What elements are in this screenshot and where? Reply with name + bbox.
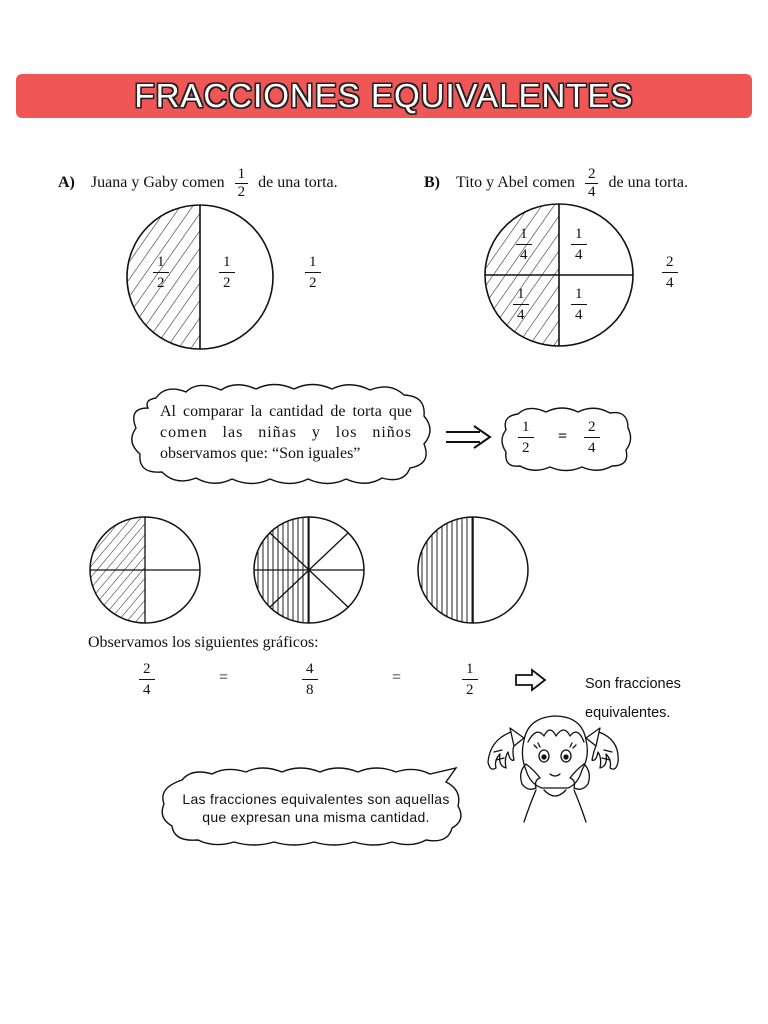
fraction-numerator: 1 bbox=[466, 661, 474, 677]
section-a-text-after: de una torta. bbox=[258, 174, 338, 192]
result-cloud-left-fraction bbox=[518, 418, 534, 457]
fraction-denominator: 4 bbox=[513, 304, 529, 324]
equivalence-fraction-2 bbox=[302, 660, 318, 699]
fraction-numerator: 2 bbox=[587, 166, 596, 182]
section-b-quarter-circle bbox=[483, 202, 635, 348]
fraction-denominator: 4 bbox=[662, 272, 678, 292]
section-a-circle-right-fraction bbox=[219, 253, 235, 292]
fraction-numerator: 1 bbox=[517, 286, 525, 302]
result-cloud-right-fraction bbox=[584, 418, 600, 457]
equivalence-equals-1: = bbox=[219, 669, 229, 686]
fraction-numerator: 4 bbox=[306, 661, 314, 677]
fraction-denominator: 4 bbox=[585, 183, 599, 201]
fraction-numerator: 1 bbox=[522, 419, 530, 435]
section-b-label: B) bbox=[424, 174, 440, 192]
fraction-numerator: 1 bbox=[575, 286, 583, 302]
definition-line-2: que expresan una misma cantidad. bbox=[202, 809, 430, 825]
definition-line-1: Las fracciones equivalentes son aquellas bbox=[182, 791, 450, 807]
fraction-numerator: 2 bbox=[666, 254, 674, 270]
section-b-text-after: de una torta. bbox=[608, 174, 688, 192]
fraction-denominator: 4 bbox=[139, 679, 155, 699]
fraction-denominator: 4 bbox=[516, 244, 532, 264]
comparison-line-3: observamos que: “Son iguales” bbox=[160, 445, 361, 462]
fraction-numerator: 2 bbox=[143, 661, 151, 677]
section-a-label: A) bbox=[58, 174, 75, 192]
implies-arrow-icon bbox=[444, 424, 494, 450]
graphics-caption: Observamos los siguientes gráficos: bbox=[88, 634, 319, 651]
equivalence-equals-2: = bbox=[392, 669, 402, 686]
fraction-denominator: 8 bbox=[302, 679, 318, 699]
section-b-quadrant-fraction-tr bbox=[571, 225, 587, 264]
comparison-text bbox=[160, 401, 412, 464]
equivalence-fraction-3 bbox=[462, 660, 478, 699]
section-b-quadrant-fraction-tl bbox=[516, 225, 532, 264]
comparison-line-1: Al comparar la cantidad de torta que bbox=[160, 403, 412, 420]
section-a-statement bbox=[58, 166, 338, 201]
section-b-quadrant-fraction-bl bbox=[513, 285, 529, 324]
fraction-numerator: 1 bbox=[237, 166, 246, 182]
section-a-text-before: Juana y Gaby comen bbox=[90, 174, 225, 192]
section-a-result-fraction bbox=[305, 253, 321, 292]
girl-illustration bbox=[484, 712, 620, 824]
section-a-fraction bbox=[235, 166, 249, 201]
title-banner bbox=[16, 74, 752, 118]
section-b-result-fraction bbox=[662, 253, 678, 292]
fraction-denominator: 2 bbox=[235, 183, 249, 201]
section-a-circle-left-fraction bbox=[153, 253, 169, 292]
equivalence-fraction-1 bbox=[139, 660, 155, 699]
fraction-denominator: 4 bbox=[571, 304, 587, 324]
section-b-fraction bbox=[585, 166, 599, 201]
definition-text bbox=[168, 790, 464, 826]
fraction-numerator: 1 bbox=[575, 226, 583, 242]
fraction-numerator: 1 bbox=[309, 254, 317, 270]
fraction-numerator: 1 bbox=[157, 254, 165, 270]
fraction-denominator: 2 bbox=[153, 272, 169, 292]
section-b-text-before: Tito y Abel comen bbox=[456, 174, 575, 192]
section-b-statement bbox=[424, 166, 688, 201]
comparison-line-2: comen las niñas y los niños bbox=[160, 424, 412, 441]
conclusion-line-1: Son fracciones bbox=[585, 676, 681, 692]
fraction-denominator: 4 bbox=[571, 244, 587, 264]
fraction-numerator: 1 bbox=[520, 226, 528, 242]
fraction-numerator: 1 bbox=[223, 254, 231, 270]
fraction-denominator: 2 bbox=[462, 679, 478, 699]
page-title: FRACCIONES EQUIVALENTES bbox=[134, 77, 634, 114]
fraction-numerator: 2 bbox=[588, 419, 596, 435]
fraction-denominator: 2 bbox=[305, 272, 321, 292]
fraction-denominator: 2 bbox=[518, 437, 534, 457]
circle-one-half bbox=[416, 515, 530, 625]
section-b-quadrant-fraction-br bbox=[571, 285, 587, 324]
right-arrow-icon bbox=[514, 668, 548, 692]
result-cloud-equals: = bbox=[558, 428, 568, 445]
circle-two-quarters bbox=[88, 515, 202, 625]
fraction-denominator: 4 bbox=[584, 437, 600, 457]
conclusion-line-2: equivalentes. bbox=[585, 705, 671, 721]
fraction-denominator: 2 bbox=[219, 272, 235, 292]
circle-four-eighths bbox=[252, 515, 366, 625]
section-a-half-circle bbox=[122, 202, 278, 352]
